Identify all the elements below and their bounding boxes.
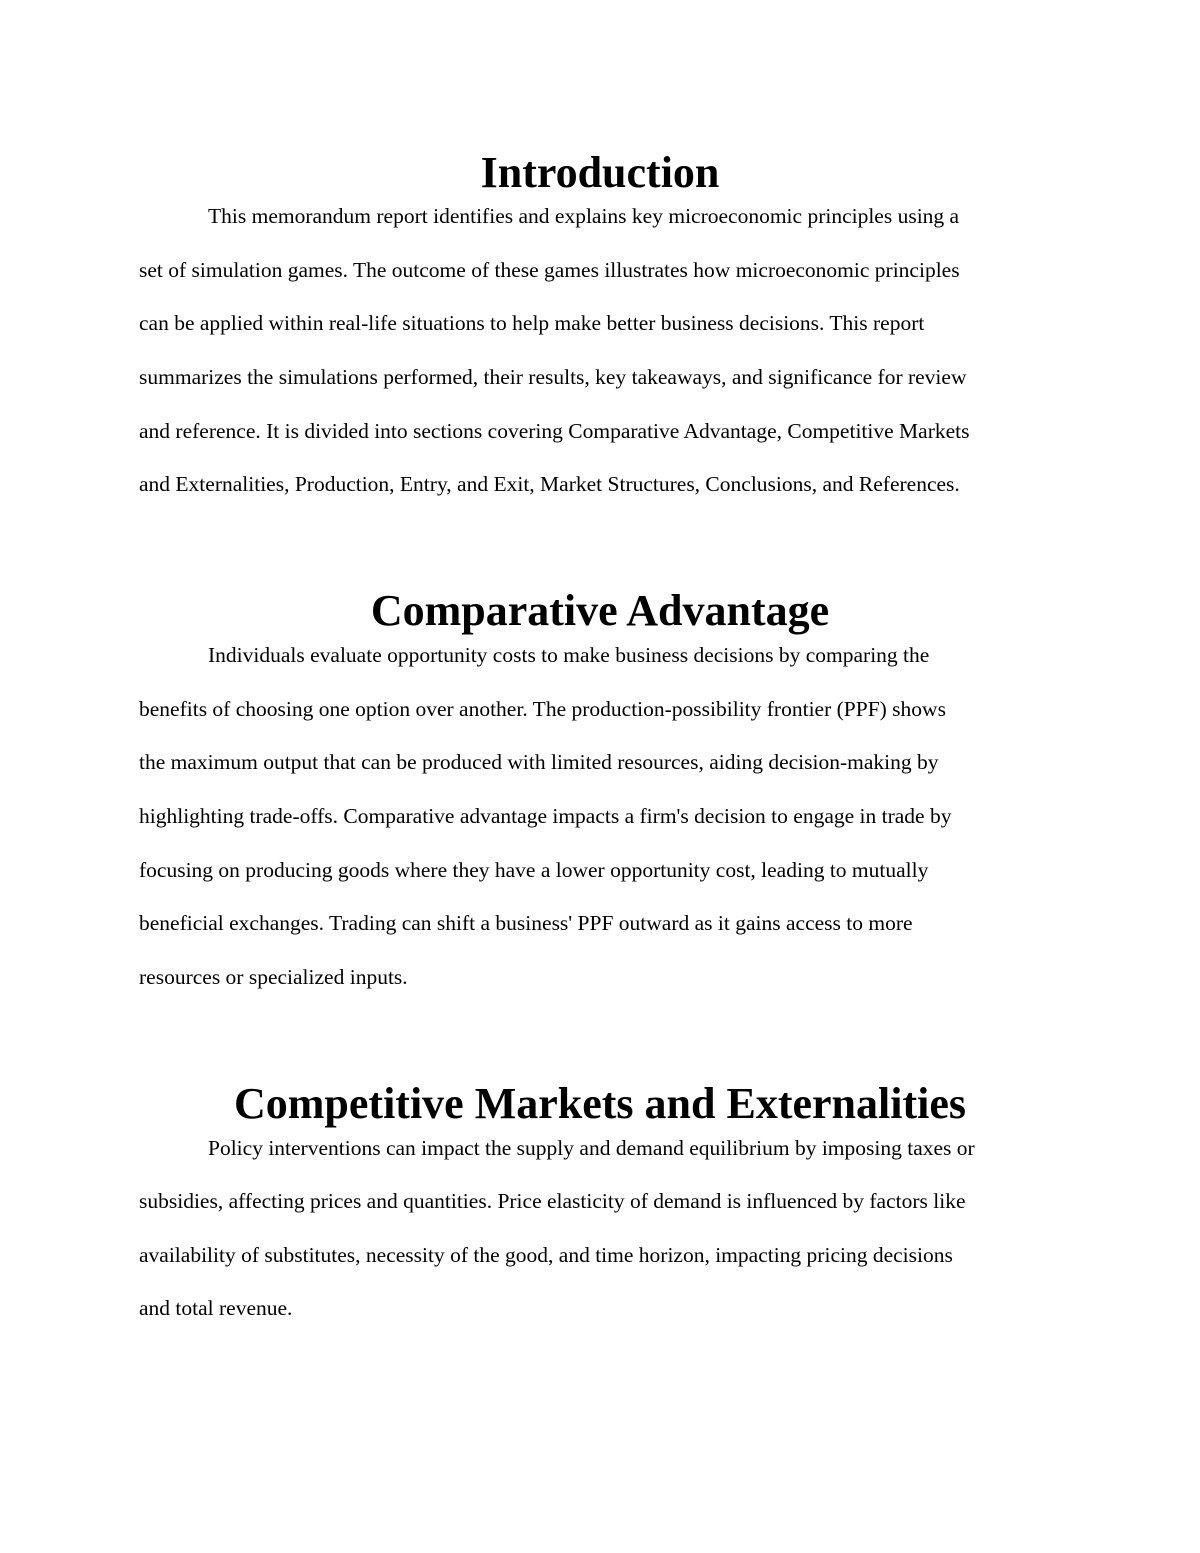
paragraph-line: This memorandum report identifies and explains key microeconomic principles using a xyxy=(208,204,960,228)
section-heading-introduction: Introduction xyxy=(480,148,720,197)
paragraph-line: summarizes the simulations performed, their results, key takeaways, and significance for review xyxy=(139,365,967,389)
paragraph-line: and reference. It is divided into sections covering Comparative Advantage, Competitive Markets xyxy=(139,419,970,443)
paragraph-line: benefits of choosing one option over another. The production-possibility frontier (PPF) shows xyxy=(139,697,946,721)
paragraph-line: resources or specialized inputs. xyxy=(139,965,408,989)
paragraph-line: subsidies, affecting prices and quantities. Price elasticity of demand is influenced by factors like xyxy=(139,1189,966,1213)
paragraph-line: Policy interventions can impact the supply and demand equilibrium by imposing taxes or xyxy=(208,1136,975,1160)
paragraph-line: the maximum output that can be produced with limited resources, aiding decision-making by xyxy=(139,750,939,774)
paragraph-line: focusing on producing goods where they have a lower opportunity cost, leading to mutually xyxy=(139,858,929,882)
paragraph-line: beneficial exchanges. Trading can shift a business' PPF outward as it gains access to more xyxy=(139,911,913,935)
paragraph-line: set of simulation games. The outcome of these games illustrates how microeconomic principles xyxy=(139,258,960,282)
paragraph-line: Individuals evaluate opportunity costs to make business decisions by comparing the xyxy=(208,643,930,667)
paragraph-line: can be applied within real-life situations to help make better business decisions. This report xyxy=(139,311,925,335)
paragraph-line: and total revenue. xyxy=(139,1296,293,1320)
section-heading-competitive-markets: Competitive Markets and Externalities xyxy=(234,1079,966,1128)
paragraph-line: and Externalities, Production, Entry, and Exit, Market Structures, Conclusions, and References. xyxy=(139,472,960,496)
section-heading-comparative-advantage: Comparative Advantage xyxy=(370,586,830,635)
paragraph-line: availability of substitutes, necessity of the good, and time horizon, impacting pricing decisions xyxy=(139,1243,953,1267)
paragraph-line: highlighting trade-offs. Comparative advantage impacts a firm's decision to engage in trade by xyxy=(139,804,952,828)
